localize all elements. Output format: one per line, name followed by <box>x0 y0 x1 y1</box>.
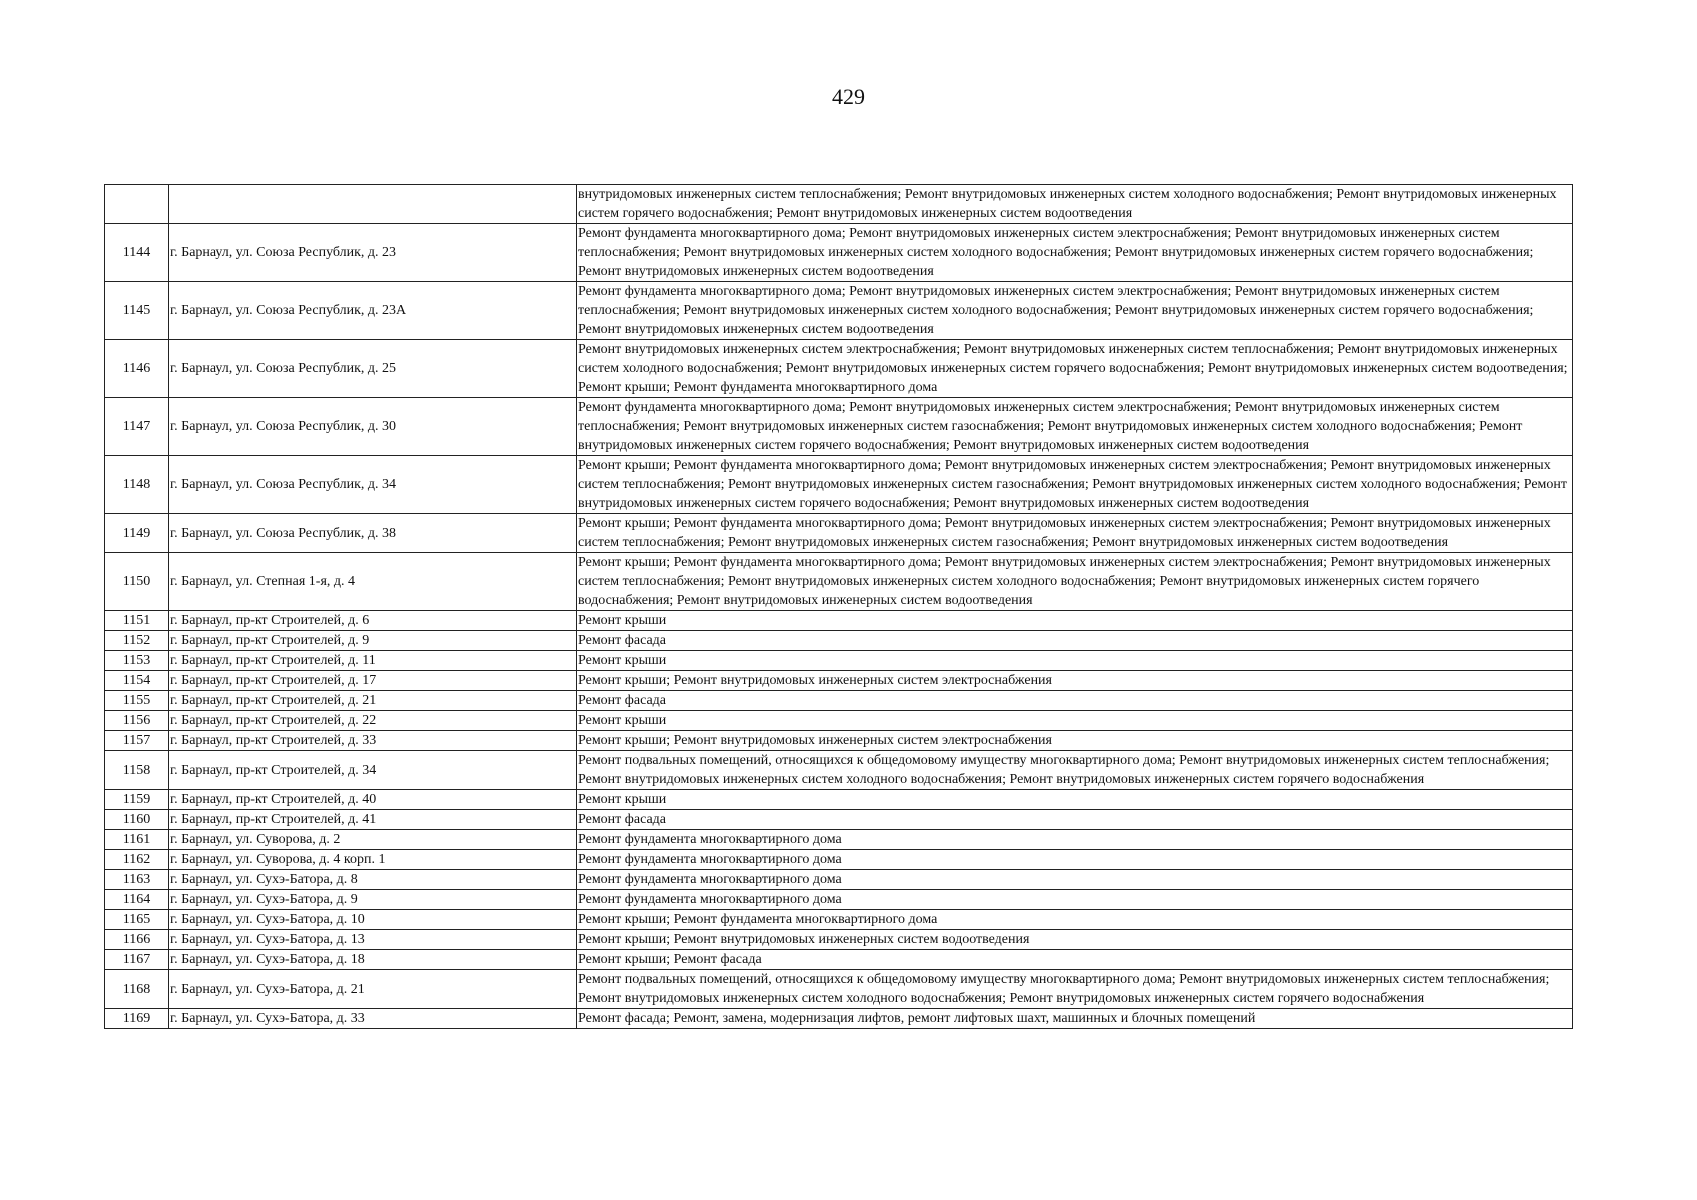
table-row <box>105 751 1573 790</box>
table-row <box>105 830 1573 850</box>
table-row <box>105 185 1573 224</box>
row-works: Ремонт фундамента многоквартирного дома <box>577 850 1573 870</box>
row-number: 1146 <box>105 340 169 398</box>
row-address: г. Барнаул, ул. Сухэ-Батора, д. 33 <box>169 1009 577 1029</box>
row-number: 1150 <box>105 553 169 611</box>
row-number: 1147 <box>105 398 169 456</box>
table-row <box>105 711 1573 731</box>
table-row <box>105 282 1573 340</box>
row-works: Ремонт фасада <box>577 810 1573 830</box>
row-address: г. Барнаул, пр-кт Строителей, д. 34 <box>169 751 577 790</box>
row-address: г. Барнаул, ул. Союза Республик, д. 23 <box>169 224 577 282</box>
table-row <box>105 950 1573 970</box>
row-address <box>169 185 577 224</box>
row-address: г. Барнаул, ул. Союза Республик, д. 30 <box>169 398 577 456</box>
row-works: Ремонт фасада; Ремонт, замена, модернизация лифтов, ремонт лифтовых шахт, машинных и блочных помещений <box>577 1009 1573 1029</box>
row-number: 1145 <box>105 282 169 340</box>
row-address: г. Барнаул, пр-кт Строителей, д. 6 <box>169 611 577 631</box>
row-number: 1159 <box>105 790 169 810</box>
row-number: 1148 <box>105 456 169 514</box>
row-address: г. Барнаул, ул. Сухэ-Батора, д. 13 <box>169 930 577 950</box>
row-number: 1167 <box>105 950 169 970</box>
row-number: 1163 <box>105 870 169 890</box>
table-row <box>105 850 1573 870</box>
row-address: г. Барнаул, ул. Суворова, д. 2 <box>169 830 577 850</box>
row-works: Ремонт подвальных помещений, относящихся к общедомовому имуществу многоквартирного дома; Ремонт внутридомовых инженерных систем теплоснабжения; Ремонт внутридомовых инженерных систем холодного водоснабжения; Ремонт внутридомовых инженерных систем горячего водоснабжения <box>577 970 1573 1009</box>
row-works: Ремонт крыши <box>577 611 1573 631</box>
row-address: г. Барнаул, пр-кт Строителей, д. 17 <box>169 671 577 691</box>
row-address: г. Барнаул, ул. Сухэ-Батора, д. 10 <box>169 910 577 930</box>
row-works: Ремонт крыши; Ремонт фундамента многоквартирного дома; Ремонт внутридомовых инженерных систем электроснабжения; Ремонт внутридомовых инженерных систем теплоснабжения; Ремонт внутридомовых инженерных систем холодного водоснабжения; Ремонт внутридомовых инженерных систем горячего водоснабжения; Ремонт внутридомовых инженерных систем водоотведения <box>577 553 1573 611</box>
row-works: Ремонт крыши <box>577 711 1573 731</box>
row-number: 1166 <box>105 930 169 950</box>
table-row <box>105 224 1573 282</box>
table-row <box>105 340 1573 398</box>
row-address: г. Барнаул, пр-кт Строителей, д. 22 <box>169 711 577 731</box>
page-number: 429 <box>832 84 865 109</box>
table-row <box>105 870 1573 890</box>
row-works: Ремонт фундамента многоквартирного дома <box>577 870 1573 890</box>
table-row <box>105 651 1573 671</box>
registry-table <box>104 184 1573 1029</box>
row-works: Ремонт крыши; Ремонт внутридомовых инженерных систем электроснабжения <box>577 731 1573 751</box>
row-number: 1144 <box>105 224 169 282</box>
row-works: Ремонт крыши; Ремонт внутридомовых инженерных систем электроснабжения <box>577 671 1573 691</box>
table-row <box>105 611 1573 631</box>
table-row <box>105 671 1573 691</box>
row-address: г. Барнаул, ул. Сухэ-Батора, д. 9 <box>169 890 577 910</box>
row-works: Ремонт фундамента многоквартирного дома; Ремонт внутридомовых инженерных систем электроснабжения; Ремонт внутридомовых инженерных систем теплоснабжения; Ремонт внутридомовых инженерных систем холодного водоснабжения; Ремонт внутридомовых инженерных систем горячего водоснабжения; Ремонт внутридомовых инженерных систем водоотведения <box>577 282 1573 340</box>
table-row <box>105 930 1573 950</box>
table-row <box>105 790 1573 810</box>
row-address: г. Барнаул, ул. Суворова, д. 4 корп. 1 <box>169 850 577 870</box>
table-row <box>105 910 1573 930</box>
row-works: Ремонт крыши; Ремонт фундамента многоквартирного дома <box>577 910 1573 930</box>
row-address: г. Барнаул, ул. Степная 1-я, д. 4 <box>169 553 577 611</box>
row-address: г. Барнаул, пр-кт Строителей, д. 41 <box>169 810 577 830</box>
row-address: г. Барнаул, ул. Сухэ-Батора, д. 18 <box>169 950 577 970</box>
row-number: 1162 <box>105 850 169 870</box>
row-number: 1155 <box>105 691 169 711</box>
row-works: Ремонт крыши <box>577 790 1573 810</box>
row-number: 1149 <box>105 514 169 553</box>
row-works: Ремонт подвальных помещений, относящихся к общедомовому имуществу многоквартирного дома; Ремонт внутридомовых инженерных систем теплоснабжения; Ремонт внутридомовых инженерных систем холодного водоснабжения; Ремонт внутридомовых инженерных систем горячего водоснабжения <box>577 751 1573 790</box>
table-row <box>105 631 1573 651</box>
row-number: 1157 <box>105 731 169 751</box>
row-address: г. Барнаул, ул. Союза Республик, д. 34 <box>169 456 577 514</box>
row-address: г. Барнаул, пр-кт Строителей, д. 40 <box>169 790 577 810</box>
row-works: Ремонт фундамента многоквартирного дома; Ремонт внутридомовых инженерных систем электроснабжения; Ремонт внутридомовых инженерных систем теплоснабжения; Ремонт внутридомовых инженерных систем газоснабжения; Ремонт внутридомовых инженерных систем холодного водоснабжения; Ремонт внутридомовых инженерных систем горячего водоснабжения; Ремонт внутридомовых инженерных систем водоотведения <box>577 398 1573 456</box>
row-number: 1156 <box>105 711 169 731</box>
row-works: Ремонт фасада <box>577 631 1573 651</box>
row-address: г. Барнаул, пр-кт Строителей, д. 33 <box>169 731 577 751</box>
row-works: Ремонт крыши <box>577 651 1573 671</box>
row-address: г. Барнаул, ул. Союза Республик, д. 38 <box>169 514 577 553</box>
row-works: Ремонт внутридомовых инженерных систем электроснабжения; Ремонт внутридомовых инженерных систем теплоснабжения; Ремонт внутридомовых инженерных систем холодного водоснабжения; Ремонт внутридомовых инженерных систем горячего водоснабжения; Ремонт внутридомовых инженерных систем водоотведения; Ремонт крыши; Ремонт фундамента многоквартирного дома <box>577 340 1573 398</box>
registry-table-body <box>105 185 1573 1029</box>
row-number: 1165 <box>105 910 169 930</box>
row-works: Ремонт крыши; Ремонт внутридомовых инженерных систем водоотведения <box>577 930 1573 950</box>
row-number: 1158 <box>105 751 169 790</box>
table-row <box>105 514 1573 553</box>
row-number: 1152 <box>105 631 169 651</box>
row-address: г. Барнаул, пр-кт Строителей, д. 21 <box>169 691 577 711</box>
row-number: 1161 <box>105 830 169 850</box>
row-address: г. Барнаул, ул. Сухэ-Батора, д. 8 <box>169 870 577 890</box>
table-row <box>105 456 1573 514</box>
table-row <box>105 890 1573 910</box>
row-number: 1160 <box>105 810 169 830</box>
row-works: Ремонт крыши; Ремонт фундамента многоквартирного дома; Ремонт внутридомовых инженерных систем электроснабжения; Ремонт внутридомовых инженерных систем теплоснабжения; Ремонт внутридомовых инженерных систем газоснабжения; Ремонт внутридомовых инженерных систем холодного водоснабжения; Ремонт внутридомовых инженерных систем горячего водоснабжения; Ремонт внутридомовых инженерных систем водоотведения <box>577 456 1573 514</box>
table-row <box>105 731 1573 751</box>
row-works: Ремонт крыши; Ремонт фасада <box>577 950 1573 970</box>
row-number: 1154 <box>105 671 169 691</box>
row-works: Ремонт фундамента многоквартирного дома; Ремонт внутридомовых инженерных систем электроснабжения; Ремонт внутридомовых инженерных систем теплоснабжения; Ремонт внутридомовых инженерных систем холодного водоснабжения; Ремонт внутридомовых инженерных систем горячего водоснабжения; Ремонт внутридомовых инженерных систем водоотведения <box>577 224 1573 282</box>
row-address: г. Барнаул, ул. Союза Республик, д. 23А <box>169 282 577 340</box>
row-works: Ремонт фундамента многоквартирного дома <box>577 890 1573 910</box>
row-number: 1153 <box>105 651 169 671</box>
table-row <box>105 553 1573 611</box>
row-works: Ремонт фасада <box>577 691 1573 711</box>
row-number: 1151 <box>105 611 169 631</box>
row-works: внутридомовых инженерных систем теплоснабжения; Ремонт внутридомовых инженерных систем холодного водоснабжения; Ремонт внутридомовых инженерных систем горячего водоснабжения; Ремонт внутридомовых инженерных систем водоотведения <box>577 185 1573 224</box>
table-row <box>105 970 1573 1009</box>
table-row <box>105 691 1573 711</box>
row-address: г. Барнаул, пр-кт Строителей, д. 11 <box>169 651 577 671</box>
row-number: 1164 <box>105 890 169 910</box>
row-number: 1169 <box>105 1009 169 1029</box>
table-row <box>105 810 1573 830</box>
table-row <box>105 1009 1573 1029</box>
row-works: Ремонт крыши; Ремонт фундамента многоквартирного дома; Ремонт внутридомовых инженерных систем электроснабжения; Ремонт внутридомовых инженерных систем теплоснабжения; Ремонт внутридомовых инженерных систем газоснабжения; Ремонт внутридомовых инженерных систем водоотведения <box>577 514 1573 553</box>
row-address: г. Барнаул, ул. Союза Республик, д. 25 <box>169 340 577 398</box>
row-works: Ремонт фундамента многоквартирного дома <box>577 830 1573 850</box>
row-number <box>105 185 169 224</box>
row-number: 1168 <box>105 970 169 1009</box>
row-address: г. Барнаул, ул. Сухэ-Батора, д. 21 <box>169 970 577 1009</box>
row-address: г. Барнаул, пр-кт Строителей, д. 9 <box>169 631 577 651</box>
table-row <box>105 398 1573 456</box>
